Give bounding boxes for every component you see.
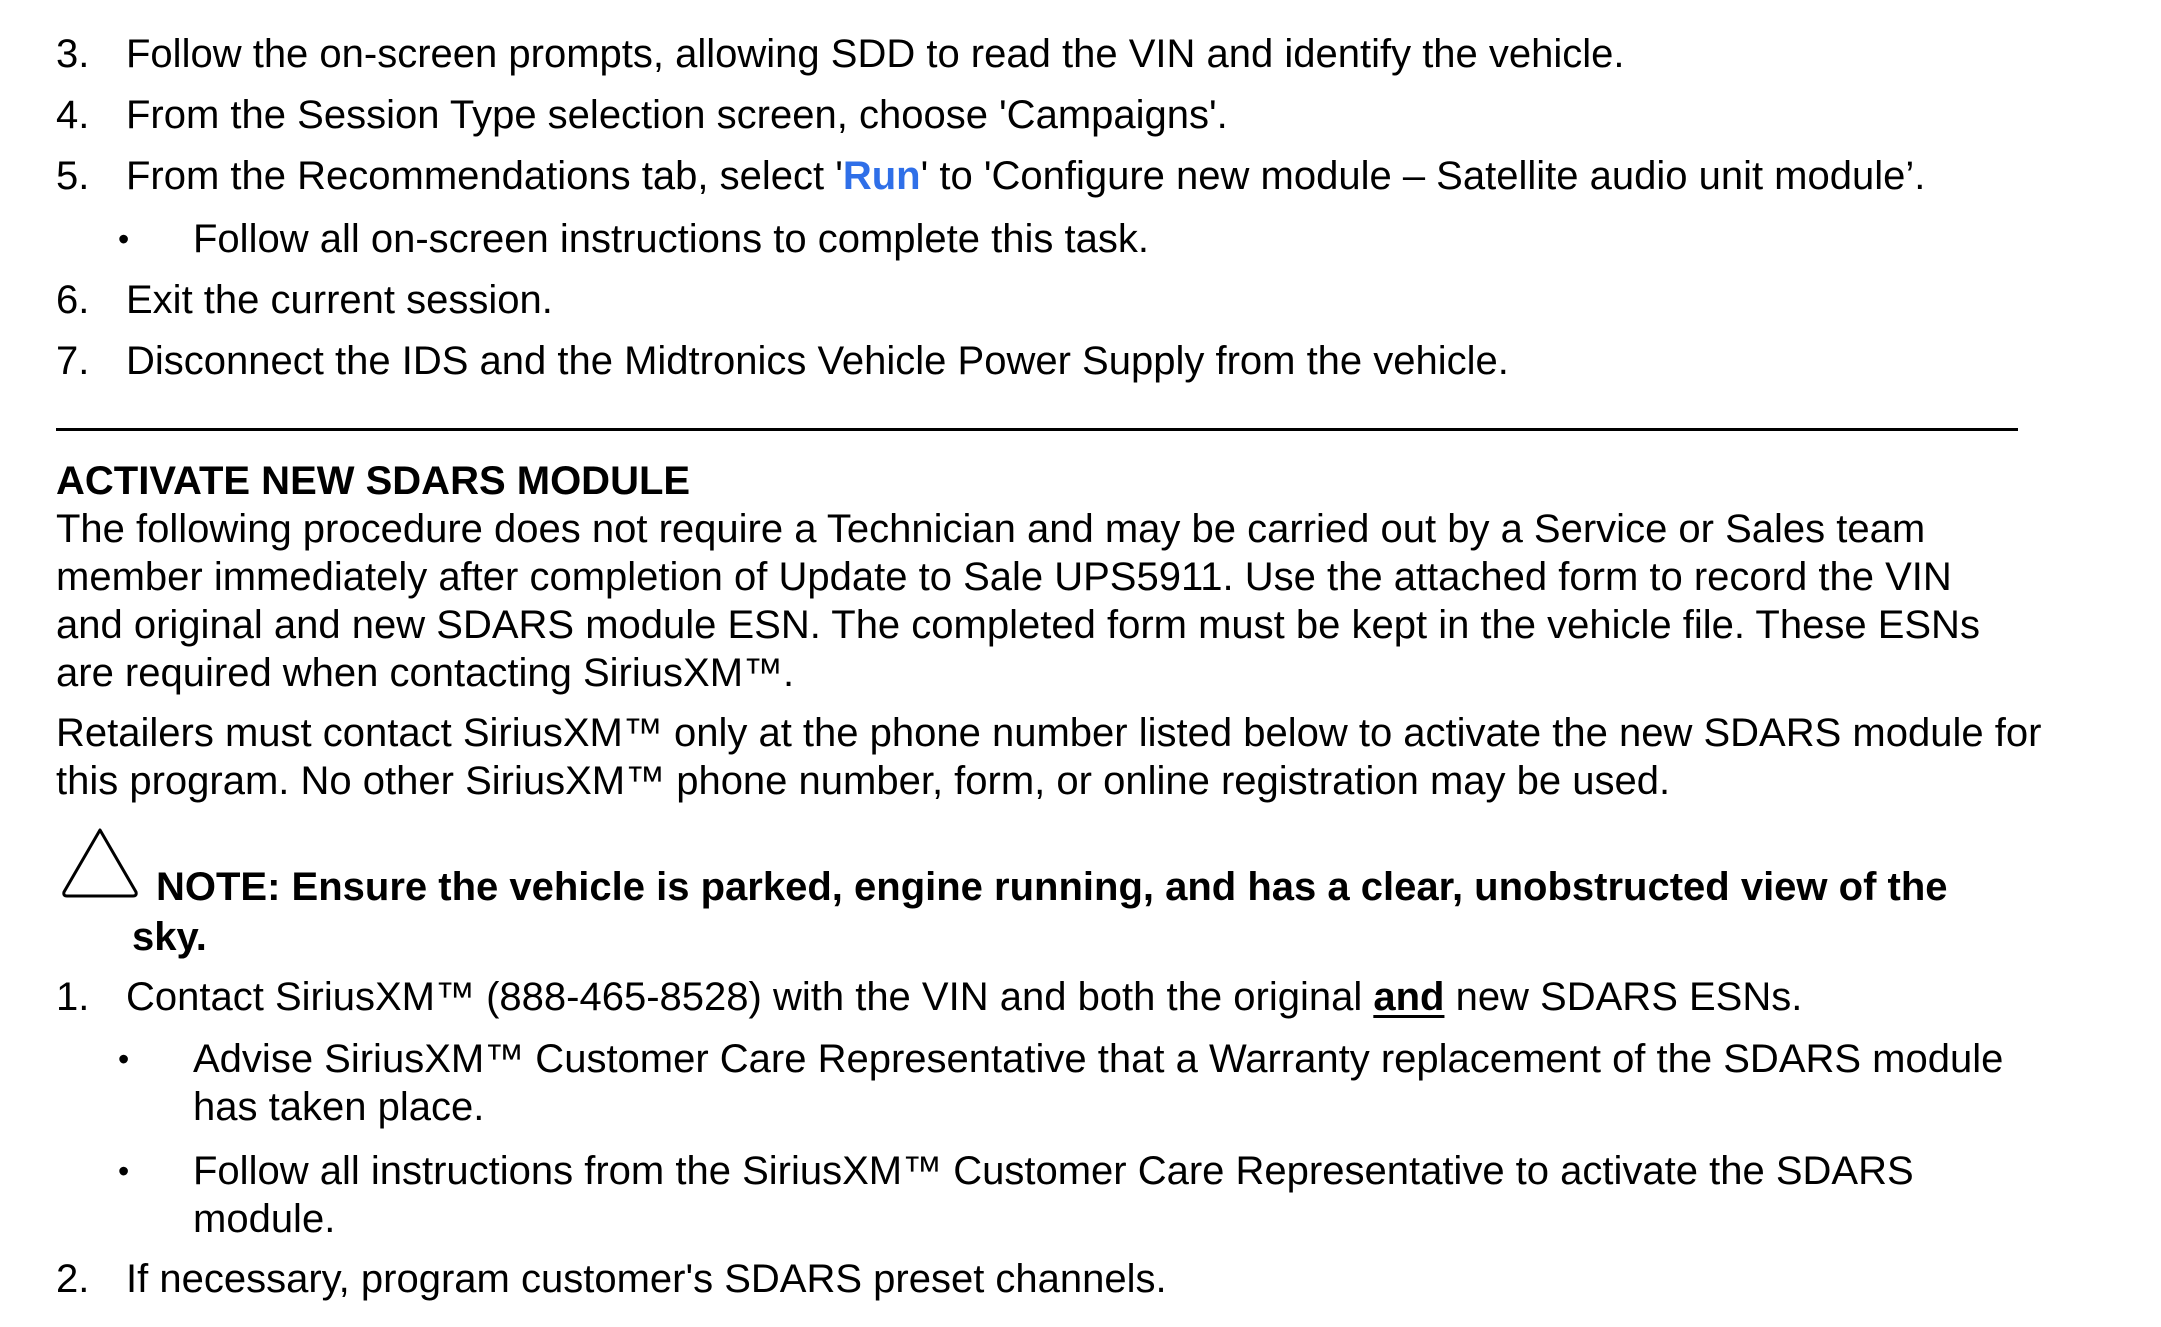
step-number: 6. <box>56 278 90 322</box>
bullet-text: Follow all on-screen instructions to complete this task. <box>193 217 1149 261</box>
bullet-icon: • <box>118 1153 130 1189</box>
paragraph-1-line: The following procedure does not require a Technician and may be carried out by a Service or Sales team <box>56 507 1926 551</box>
paragraph-2-line: Retailers must contact SiriusXM™ only at the phone number listed below to activate the new SDARS module for <box>56 711 2042 755</box>
section-divider <box>56 428 2018 431</box>
step-number: 1. <box>56 975 90 1019</box>
step-number: 5. <box>56 154 90 198</box>
bullet-text: Advise SiriusXM™ Customer Care Representative that a Warranty replacement of the SDARS module <box>193 1037 2004 1081</box>
step-text: Follow the on-screen prompts, allowing SDD to read the VIN and identify the vehicle. <box>126 32 1625 76</box>
step-text-post: new SDARS ESNs. <box>1444 975 1803 1019</box>
bullet-text: module. <box>193 1197 336 1241</box>
paragraph-1-line: are required when contacting SiriusXM™. <box>56 651 795 695</box>
step-text: If necessary, program customer's SDARS preset channels. <box>126 1257 1167 1301</box>
step-text-post: ' to 'Configure new module – Satellite audio unit module’. <box>920 154 1926 198</box>
step-number: 2. <box>56 1257 90 1301</box>
bullet-text: Follow all instructions from the SiriusXM™ Customer Care Representative to activate the SDARS <box>193 1149 1914 1193</box>
emphasis-and: and <box>1373 975 1445 1019</box>
bullet-text: has taken place. <box>193 1085 485 1129</box>
step-text: Disconnect the IDS and the Midtronics Vehicle Power Supply from the vehicle. <box>126 339 1509 383</box>
run-link[interactable]: Run <box>842 154 921 198</box>
warning-triangle-icon <box>60 826 140 900</box>
paragraph-2-line: this program. No other SiriusXM™ phone number, form, or online registration may be used. <box>56 759 1671 803</box>
bullet-icon: • <box>118 1041 130 1077</box>
step-text-pre: Contact SiriusXM™ (888-465-8528) with the VIN and both the original <box>126 975 1374 1019</box>
step-text <box>126 973 1802 1021</box>
step-number: 4. <box>56 93 90 137</box>
bullet-icon: • <box>118 221 130 257</box>
section-heading: ACTIVATE NEW SDARS MODULE <box>56 459 691 503</box>
step-text: From the Session Type selection screen, choose 'Campaigns'. <box>126 93 1228 137</box>
step-text <box>126 152 1925 200</box>
paragraph-1-line: and original and new SDARS module ESN. The completed form must be kept in the vehicle file. These ESNs <box>56 603 1980 647</box>
paragraph-1-line: member immediately after completion of Update to Sale UPS5911. Use the attached form to record the VIN <box>56 555 1952 599</box>
step-number: 3. <box>56 32 90 76</box>
note-line-1: NOTE: Ensure the vehicle is parked, engine running, and has a clear, unobstructed view of the <box>156 865 1948 909</box>
step-text-pre: From the Recommendations tab, select ' <box>126 154 843 198</box>
note-line-2: sky. <box>132 915 207 959</box>
step-text: Exit the current session. <box>126 278 553 322</box>
step-number: 7. <box>56 339 90 383</box>
